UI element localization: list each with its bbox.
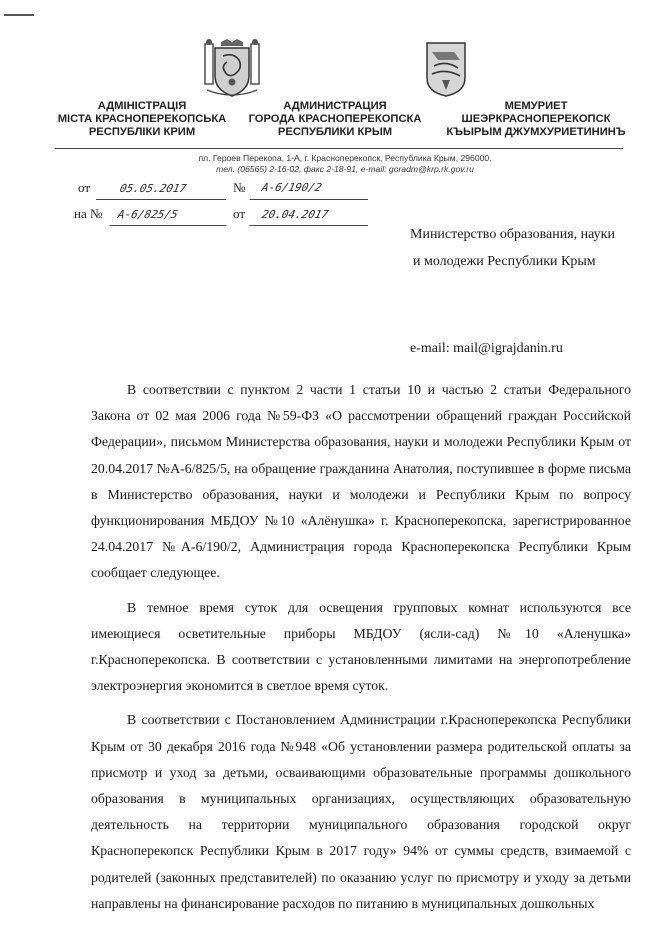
outgoing-number-label: № (233, 180, 246, 195)
address-line: пл. Героев Перекопа, 1-А, г. Красноперекопск, Республика Крым, 296000, (198, 153, 492, 163)
address-block (130, 153, 560, 175)
header-ukr-line: РЕСПУБЛІКИ КРИМ (88, 126, 196, 138)
reference-date-underline (250, 225, 368, 226)
header-ukr-line: МІСТА КРАСНОПЕРЕКОПСЬКА (57, 113, 227, 125)
outgoing-number-underline (250, 199, 368, 200)
header-crh-line: ШЕЭРКРАСНОПЕРЕКОПСК (461, 113, 611, 125)
header-divider (55, 148, 623, 149)
reference-number-label: на № (74, 206, 103, 221)
recipient-line: Министерство образования, науки (410, 227, 615, 242)
corner-mark (4, 14, 34, 16)
from-date-underline (96, 199, 226, 200)
recipient-email: e-mail: mail@igrajdanin.ru (410, 341, 563, 356)
recipient-line: и молодежи Республики Крым (413, 254, 596, 269)
header-crh-line: МЕМУРИЕТ (504, 100, 568, 112)
outgoing-number-value: А-6/190/2 (260, 181, 323, 194)
reference-date-label: от (233, 206, 246, 221)
header-russian (240, 100, 430, 139)
body-paragraph: В соответствии с пунктом 2 части 1 статьи 10 и частью 2 статьи Федерального Закона от 02 мая 2006 года №59-ФЗ «О рассмотрении обращений граждан Российской Федерации», письмом Министерства образования, науки и молодежи Республики Крым от 20.04.2017 №А-6/825/5, на обращение гражданина Анатолия, поступившее в форме письма в Министерство образования, науки и молодежи и Республики Крым по вопросу функционирования МБДОУ №10 «Алёнушка» г. Красноперекопска, зарегистрированное 24.04.2017 №А-6/190/2, Администрация города Красноперекопска Республики Крым сообщает следующее. (91, 382, 631, 581)
from-date-value: 05.05.2017 (118, 182, 188, 195)
recipient-block (410, 221, 615, 275)
header-rus-line: РЕСПУБЛИКИ КРЫМ (277, 126, 393, 138)
reference-date-value: 20.04.2017 (260, 208, 330, 221)
header-crimean-tatar (436, 100, 636, 139)
header-rus-line: АДМИНИСТРАЦИЯ (283, 100, 387, 112)
contact-line: тел. (06565) 2-16-02, факс 2-18-91, e-mail: goradm@krp.rk.gov.ru (216, 164, 474, 174)
krasnoperekopsk-emblem-icon (424, 40, 468, 98)
body-paragraph: В соответствии с Постановлением Администрации г.Красноперекопска Республики Крым от 30 декабря 2016 года №948 «Об установлении размера родительской оплаты за присмотр и уход за детьми, осваивающими образовательные программы дошкольного образования в муниципальных организациях, осуществляющих образовательную деятельность на территории муниципального образования городской округ Красноперекопск Республики Крым в 2017 году» 94% от суммы средств, взимаемой с родителей (законных представителей) по оказанию услуг по присмотру и уходу за детьми направлены на финансирование расходов по питанию в муниципальных дошкольных (91, 712, 631, 911)
from-date-label: от (78, 180, 91, 195)
reference-number-value: А-6/825/5 (116, 208, 179, 221)
body-paragraph: В темное время суток для освещения групповых комнат используются все имеющиеся осветительные приборы МБДОУ (ясли-сад) №10 «Аленушка» г.Красноперекопска. В соответствии с установленными лимитами на энергопотребление электроэнергия экономится в светлое время суток. (91, 599, 631, 694)
reference-number-underline (110, 225, 226, 226)
letter-body (91, 377, 631, 917)
header-ukrainian (52, 100, 232, 139)
header-crh-line: КЪЫРЫМ ДЖУМХУРИЕТИНИНЪ (446, 126, 626, 138)
header-rus-line: ГОРОДА КРАСНОПЕРЕКОПСКА (248, 113, 422, 125)
header-ukr-line: АДМІНІСТРАЦІЯ (97, 100, 187, 112)
crimea-coat-of-arms-icon (203, 38, 261, 100)
